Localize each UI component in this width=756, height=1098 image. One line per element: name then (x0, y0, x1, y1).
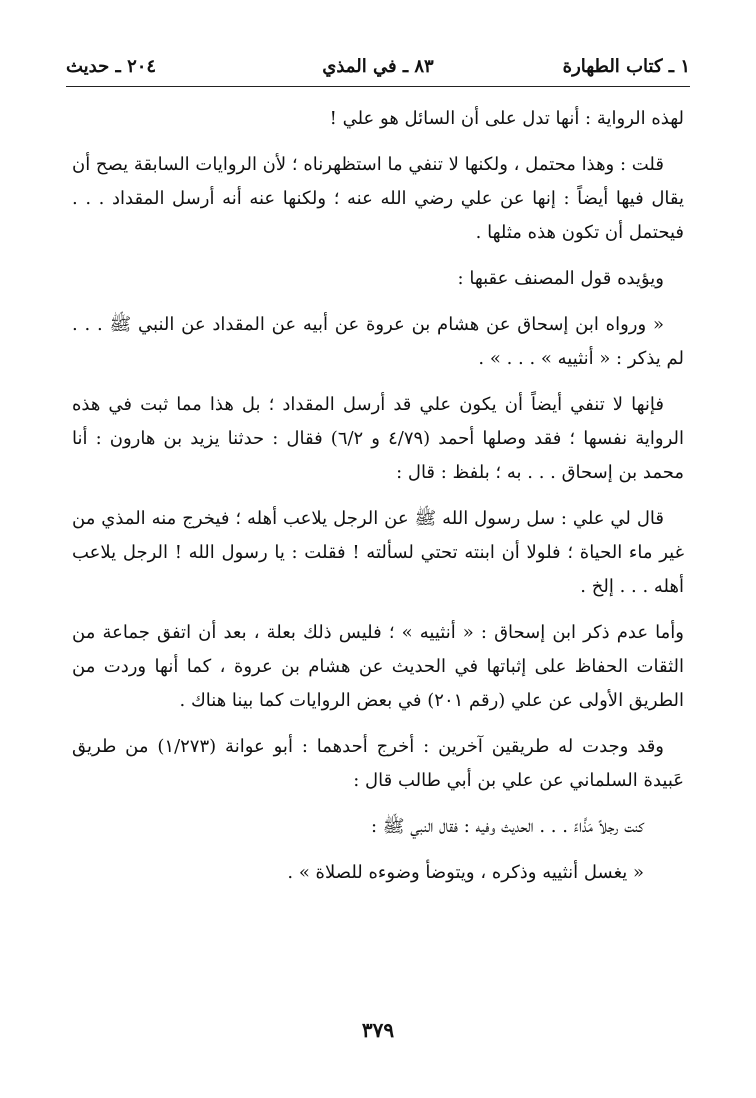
header-chapter: ١ ـ كتاب الطهارة (562, 56, 690, 77)
paragraph-6: وأما عدم ذكر ابن إسحاق : « أنثييه » ؛ فليس ذلك بعلة ، بعد أن اتفق جماعة من الثقات الحفاظ على إثباتها في الحديث عن هشام بن عروة ، كما أنها وردت من الطريق الأولى عن علي (رقم ٢٠١) في بعض الروايات كما بينا هناك . (72, 622, 684, 711)
header-hadith-number: ٢٠٤ ـ حديث (66, 56, 157, 77)
paragraph-7: وقد وجدت له طريقين آخرين : أخرج أحدهما : أبو عوانة (١/٢٧٣) من طريق عَبيدة السلماني عن علي بن أبي طالب قال : (72, 736, 684, 791)
running-header (66, 50, 690, 86)
header-section: ٨٣ ـ في المذي (322, 56, 434, 77)
paragraph-5: قال لي علي : سل رسول الله ﷺ عن الرجل يلاعب أهله ؛ فيخرج منه المذي من غير ماء الحياة ؛ فلولا أن ابنته تحتي لسألته ! فقلت : يا رسول الله ! الرجل يلاعب أهله . . . إلخ . (72, 508, 684, 597)
page-body (72, 102, 684, 902)
paragraph-quote-2: كنت رجلاً مَذَّاءً . . . الحديث وفيه : فقال النبي ﷺ : (370, 816, 644, 837)
paragraph-quote-3: « يغسل أنثييه وذكره ، ويتوضأ وضوءه للصلاة » . (287, 862, 644, 883)
page-number: ٣٧٩ (361, 1018, 395, 1042)
paragraph-4: فإنها لا تنفي أيضاً أن يكون علي قد أرسل المقداد ؛ بل هذا مما ثبت في هذه الرواية نفسها ؛ فقد وصلها أحمد (٤/٧٩ و ٦/٢) فقال : حدثنا يزيد بن هارون : أنا محمد بن إسحاق . . . به ؛ بلفظ : قال : (72, 394, 685, 483)
paragraph-3: ويؤيده قول المصنف عقبها : (457, 268, 664, 289)
paragraph-2: قلت : وهذا محتمل ، ولكنها لا تنفي ما استظهرناه ؛ لأن الروايات السابقة يصح أن يقال فيها أيضاً : إنها عن علي رضي الله عنه ؛ ولكنها عنه أنه أرسل المقداد . . . فيحتمل أن تكون هذه مثلها . (71, 154, 684, 243)
paragraph-quote-1: « ورواه ابن إسحاق عن هشام بن عروة عن أبيه عن المقداد عن النبي ﷺ . . . لم يذكر : « أنثييه » . . . » . (72, 314, 684, 369)
header-divider (66, 86, 690, 87)
paragraph-1: لهذه الرواية : أنها تدل على أن السائل هو علي ! (329, 108, 684, 129)
